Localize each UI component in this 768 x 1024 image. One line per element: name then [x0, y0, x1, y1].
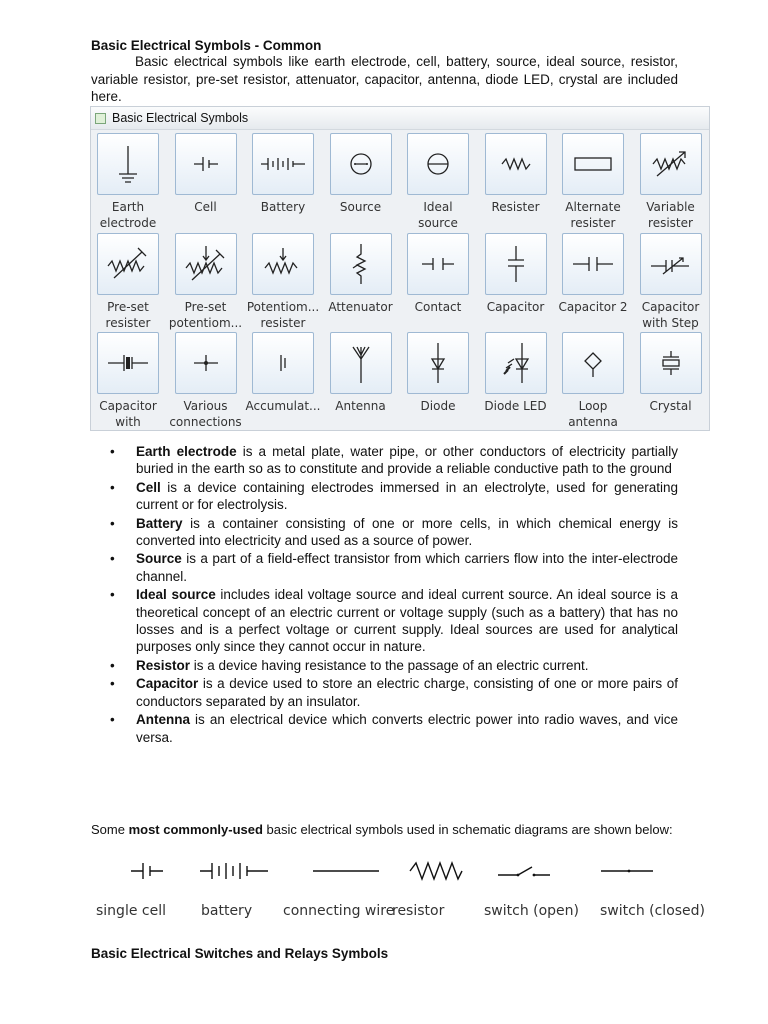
definition-term: Ideal source [136, 587, 216, 603]
symbol-label: Battery [260, 200, 306, 214]
symbol-panel [90, 106, 710, 431]
loop-antenna-icon[interactable] [562, 332, 624, 394]
definition-text: is a device used to store an electric charge, consisting of one or more pairs of conductors separated by an insulator. [136, 676, 678, 709]
capacitor-with-step-icon[interactable] [640, 233, 702, 295]
definition-item [136, 479, 678, 514]
symbol-item[interactable] [560, 332, 636, 432]
symbol-item[interactable] [245, 332, 326, 432]
common-symbols-strip [91, 855, 716, 925]
symbol-item[interactable] [560, 233, 636, 333]
symbol-item[interactable] [168, 233, 249, 333]
intro-text: Basic electrical symbols like earth electrode, cell, battery, source, ideal source, resistor, variable resistor, pre-set resistor, attenuator, capacitor, antenna, diode LED, crystal are included here. [91, 54, 678, 104]
battery-icon[interactable] [252, 133, 314, 195]
symbol-item[interactable] [95, 233, 171, 333]
capacitor-with-icon[interactable] [97, 332, 159, 394]
symbol-item[interactable] [405, 332, 481, 432]
symbol-label: Capacitor with Step [641, 299, 700, 330]
common-symbol-label: single cell [96, 903, 166, 919]
symbol-label: Antenna [335, 399, 386, 413]
panel-header[interactable] [91, 107, 709, 130]
symbol-label: Crystal [649, 399, 692, 413]
definition-item [136, 711, 678, 746]
symbol-item[interactable] [638, 133, 714, 233]
symbol-item[interactable] [328, 332, 404, 432]
symbol-item[interactable] [328, 133, 404, 233]
symbol-label: Capacitor with [99, 399, 157, 429]
antenna-icon[interactable] [330, 332, 392, 394]
definition-item [136, 550, 678, 585]
definition-term: Resistor [136, 657, 191, 673]
definition-text: is an electrical device which converts electric power into radio waves, and vice versa. [136, 712, 678, 745]
symbol-item[interactable] [405, 233, 481, 333]
symbol-item[interactable] [405, 133, 481, 233]
diode-icon[interactable] [407, 332, 469, 394]
capacitor-icon[interactable] [485, 233, 547, 295]
intro-paragraph [91, 53, 678, 106]
various-connections-icon[interactable] [175, 332, 237, 394]
symbol-label: Accumulat... [245, 399, 321, 413]
definition-text: is a metal plate, water pipe, or other conductors of electricity partially buried in the earth so as to constitute and provide a reliable conductive path to the ground [136, 444, 678, 477]
definition-item [136, 675, 678, 710]
symbol-item[interactable] [483, 233, 559, 333]
alternate-resister-icon[interactable] [562, 133, 624, 195]
switch-closed-icon [599, 855, 655, 887]
attenuator-icon[interactable] [330, 233, 392, 295]
symbol-item[interactable] [250, 133, 326, 233]
symbol-label: Source [339, 200, 382, 214]
common-intro-after: basic electrical symbols used in schematic diagrams are shown below: [262, 822, 673, 837]
switch-open-icon [496, 855, 552, 887]
symbol-label: Diode LED [484, 399, 547, 413]
definition-text: is a container consisting of one or more cells, in which chemical energy is converted into electricity and used as a source of power. [136, 515, 678, 549]
single-cell-icon [129, 855, 165, 887]
definition-item [136, 657, 678, 674]
contact-icon[interactable] [407, 233, 469, 295]
symbol-item[interactable] [638, 332, 714, 432]
symbol-item[interactable] [483, 133, 559, 233]
symbol-label: Attenuator [328, 299, 393, 314]
cell-icon[interactable] [175, 133, 237, 195]
accumulator-icon[interactable] [252, 332, 314, 394]
symbol-item[interactable] [560, 133, 636, 233]
symbol-label: Various connections [169, 399, 242, 429]
symbol-label: Contact [414, 299, 462, 314]
resistor-icon [408, 855, 464, 887]
symbol-label: Capacitor 2 [558, 299, 628, 314]
ideal-source-icon[interactable] [407, 133, 469, 195]
symbol-item[interactable] [95, 332, 171, 432]
common-symbol-label: battery [201, 903, 253, 919]
common-symbol-label: resistor [392, 903, 445, 919]
definition-text: is a device containing electrodes immersed in an electrolyte, used for generating current or for electrolysis. [136, 479, 678, 513]
definition-item [136, 515, 678, 550]
source-icon[interactable] [330, 133, 392, 195]
symbol-item[interactable] [169, 332, 249, 432]
definition-term: Battery [136, 515, 183, 531]
potentiometer-resister-icon[interactable] [252, 233, 314, 295]
preset-potentiometer-icon[interactable] [175, 233, 237, 295]
symbol-label: Diode [420, 399, 456, 413]
resister-icon[interactable] [485, 133, 547, 195]
symbol-label: Pre-set potentiom... [168, 299, 243, 330]
symbol-label: Alternate resister [565, 200, 621, 230]
diode-led-icon[interactable] [485, 332, 547, 394]
definition-term: Antenna [136, 712, 190, 728]
symbol-item[interactable] [173, 133, 249, 233]
definition-term: Source [136, 551, 182, 567]
panel-title: Basic Electrical Symbols [112, 111, 249, 125]
definitions-list [91, 443, 678, 747]
definition-item [136, 443, 678, 478]
definition-term: Earth electrode [136, 444, 237, 459]
symbol-item[interactable] [246, 233, 326, 333]
panel-checkbox-icon [95, 113, 106, 124]
symbol-item[interactable] [638, 233, 714, 333]
section-heading-switches: Basic Electrical Switches and Relays Symbols [91, 946, 389, 961]
symbol-item[interactable] [95, 133, 171, 233]
symbol-label: Ideal source [418, 200, 458, 230]
connecting-wire-icon [311, 855, 383, 887]
symbol-label: Cell [194, 200, 217, 214]
symbol-label: Loop antenna [568, 399, 618, 429]
definition-term: Capacitor [136, 676, 199, 692]
common-symbols-intro [91, 822, 678, 837]
symbol-label: Potentiom... resister [246, 299, 320, 330]
common-symbol-label: connecting wire [283, 903, 395, 919]
symbol-label: Earth electrode [99, 200, 157, 230]
common-intro-before: Some [91, 822, 129, 837]
section-heading-common: Basic Electrical Symbols - Common [91, 38, 322, 53]
definition-text: is a device having resistance to the passage of an electric current. [190, 657, 589, 673]
battery-icon [198, 855, 270, 887]
symbol-item[interactable] [483, 332, 559, 432]
definition-item [136, 586, 678, 656]
symbol-item[interactable] [328, 233, 404, 333]
common-symbol-label: switch (open) [484, 903, 580, 919]
common-intro-bold: most commonly-used [128, 822, 263, 837]
variable-resister-icon[interactable] [640, 133, 702, 195]
symbol-label: Capacitor [486, 299, 545, 314]
symbol-label: Variable resister [646, 200, 695, 230]
crystal-icon[interactable] [640, 332, 702, 394]
capacitor-2-icon[interactable] [562, 233, 624, 295]
definition-text: includes ideal voltage source and ideal current source. An ideal source is a theoretical concept of an electric current or voltage supply (such as a battery) that has no losses and is a perfect voltage or current supply. Ideal sources are used for analytical purposes only since they cannot occur in nature. [136, 587, 678, 655]
definition-text: is a part of a field-effect transistor from which carriers flow into the inter-electrode channel. [136, 551, 678, 584]
earth-electrode-icon[interactable] [97, 133, 159, 195]
definition-term: Cell [136, 479, 161, 495]
symbol-label: Pre-set resister [105, 299, 151, 330]
symbol-label: Resister [491, 200, 540, 214]
common-symbol-label: switch (closed) [600, 903, 706, 919]
preset-resister-icon[interactable] [97, 233, 159, 295]
